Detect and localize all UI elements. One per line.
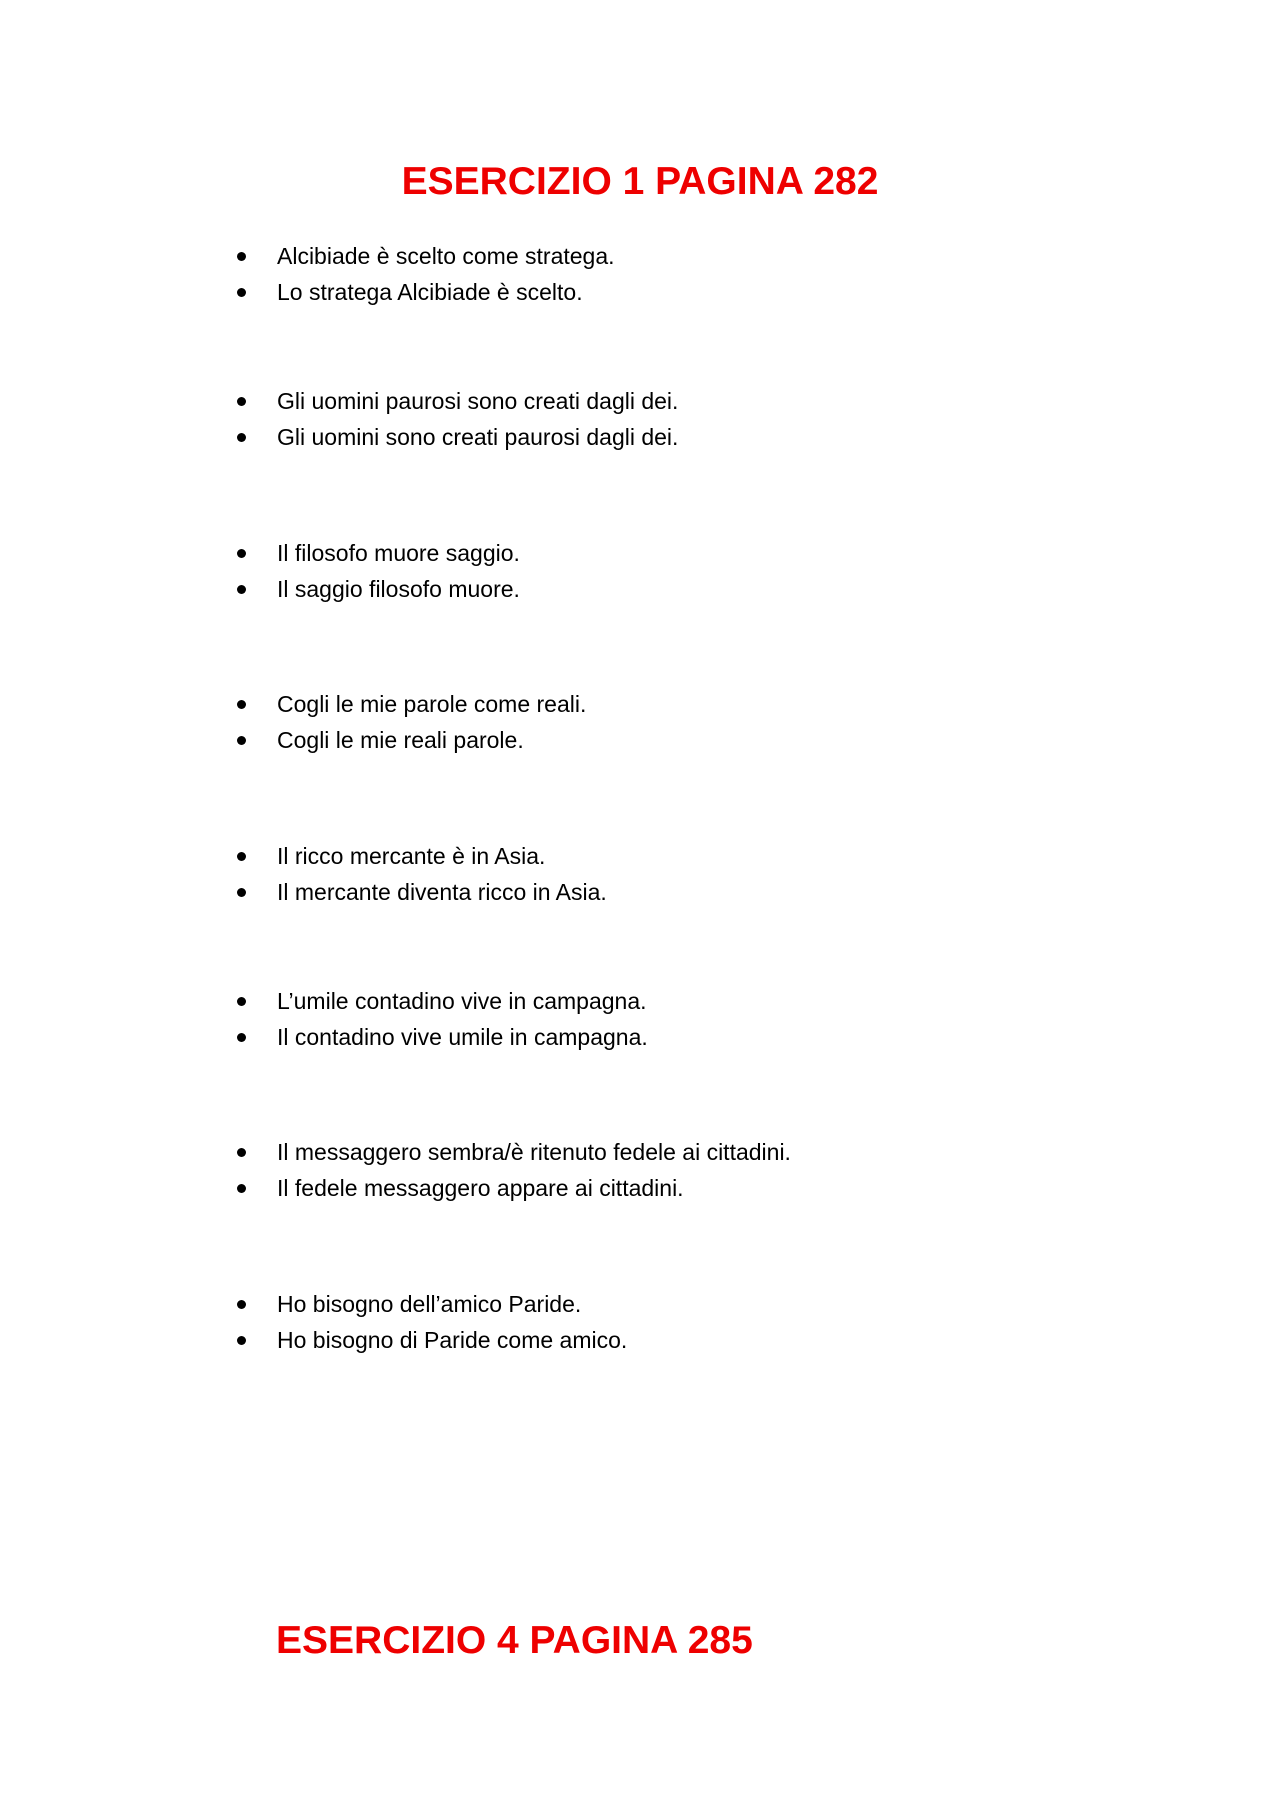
list-item-text: Gli uomini sono creati paurosi dagli dei.: [277, 424, 679, 450]
section-heading-esercizio-1: ESERCIZIO 1 PAGINA 282: [401, 160, 879, 203]
list-item: [0, 535, 1280, 571]
section-heading-esercizio-4: ESERCIZIO 4 PAGINA 285: [276, 1619, 753, 1662]
answer-group-2: [0, 383, 1280, 455]
bullet-icon: [237, 288, 246, 297]
list-item: [0, 419, 1280, 455]
list-item: [0, 1019, 1280, 1055]
list-item-text: Il filosofo muore saggio.: [277, 540, 520, 566]
list-item-text: Lo stratega Alcibiade è scelto.: [277, 279, 583, 305]
list-item-text: Alcibiade è scelto come stratega.: [277, 243, 615, 269]
answer-group-7: [0, 1134, 1280, 1206]
list-item-text: Gli uomini paurosi sono creati dagli dei.: [277, 388, 679, 414]
bullet-icon: [237, 252, 246, 261]
answer-group-6: [0, 983, 1280, 1055]
list-item: [0, 571, 1280, 607]
bullet-icon: [237, 1148, 246, 1157]
answer-group-1: [0, 238, 1280, 310]
list-item-text: Cogli le mie parole come reali.: [277, 691, 587, 717]
bullet-icon: [237, 397, 246, 406]
bullet-icon: [237, 700, 246, 709]
list-item-text: Il fedele messaggero appare ai cittadini.: [277, 1175, 684, 1201]
bullet-icon: [237, 1300, 246, 1309]
list-item: [0, 1286, 1280, 1322]
bullet-icon: [237, 997, 246, 1006]
list-item: [0, 838, 1280, 874]
list-item: [0, 274, 1280, 310]
answer-group-3: [0, 535, 1280, 607]
list-item: [0, 1170, 1280, 1206]
list-item: [0, 383, 1280, 419]
list-item: [0, 686, 1280, 722]
list-item-text: Il messaggero sembra/è ritenuto fedele ai cittadini.: [277, 1139, 791, 1165]
bullet-icon: [237, 1336, 246, 1345]
bullet-icon: [237, 585, 246, 594]
bullet-icon: [237, 888, 246, 897]
answer-group-8: [0, 1286, 1280, 1358]
list-item-text: Ho bisogno dell’amico Paride.: [277, 1291, 582, 1317]
list-item: [0, 722, 1280, 758]
list-item-text: Il ricco mercante è in Asia.: [277, 843, 546, 869]
bullet-icon: [237, 1184, 246, 1193]
list-item: [0, 983, 1280, 1019]
list-item-text: Il mercante diventa ricco in Asia.: [277, 879, 607, 905]
answer-group-4: [0, 686, 1280, 758]
list-item-text: Ho bisogno di Paride come amico.: [277, 1327, 628, 1353]
list-item-text: Il saggio filosofo muore.: [277, 576, 520, 602]
answer-group-5: [0, 838, 1280, 910]
bullet-icon: [237, 1033, 246, 1042]
bullet-icon: [237, 433, 246, 442]
list-item: [0, 1134, 1280, 1170]
list-item-text: L’umile contadino vive in campagna.: [277, 988, 647, 1014]
bullet-icon: [237, 549, 246, 558]
list-item: [0, 1322, 1280, 1358]
list-item: [0, 238, 1280, 274]
list-item-text: Cogli le mie reali parole.: [277, 727, 524, 753]
list-item-text: Il contadino vive umile in campagna.: [277, 1024, 648, 1050]
list-item: [0, 874, 1280, 910]
bullet-icon: [237, 852, 246, 861]
bullet-icon: [237, 736, 246, 745]
